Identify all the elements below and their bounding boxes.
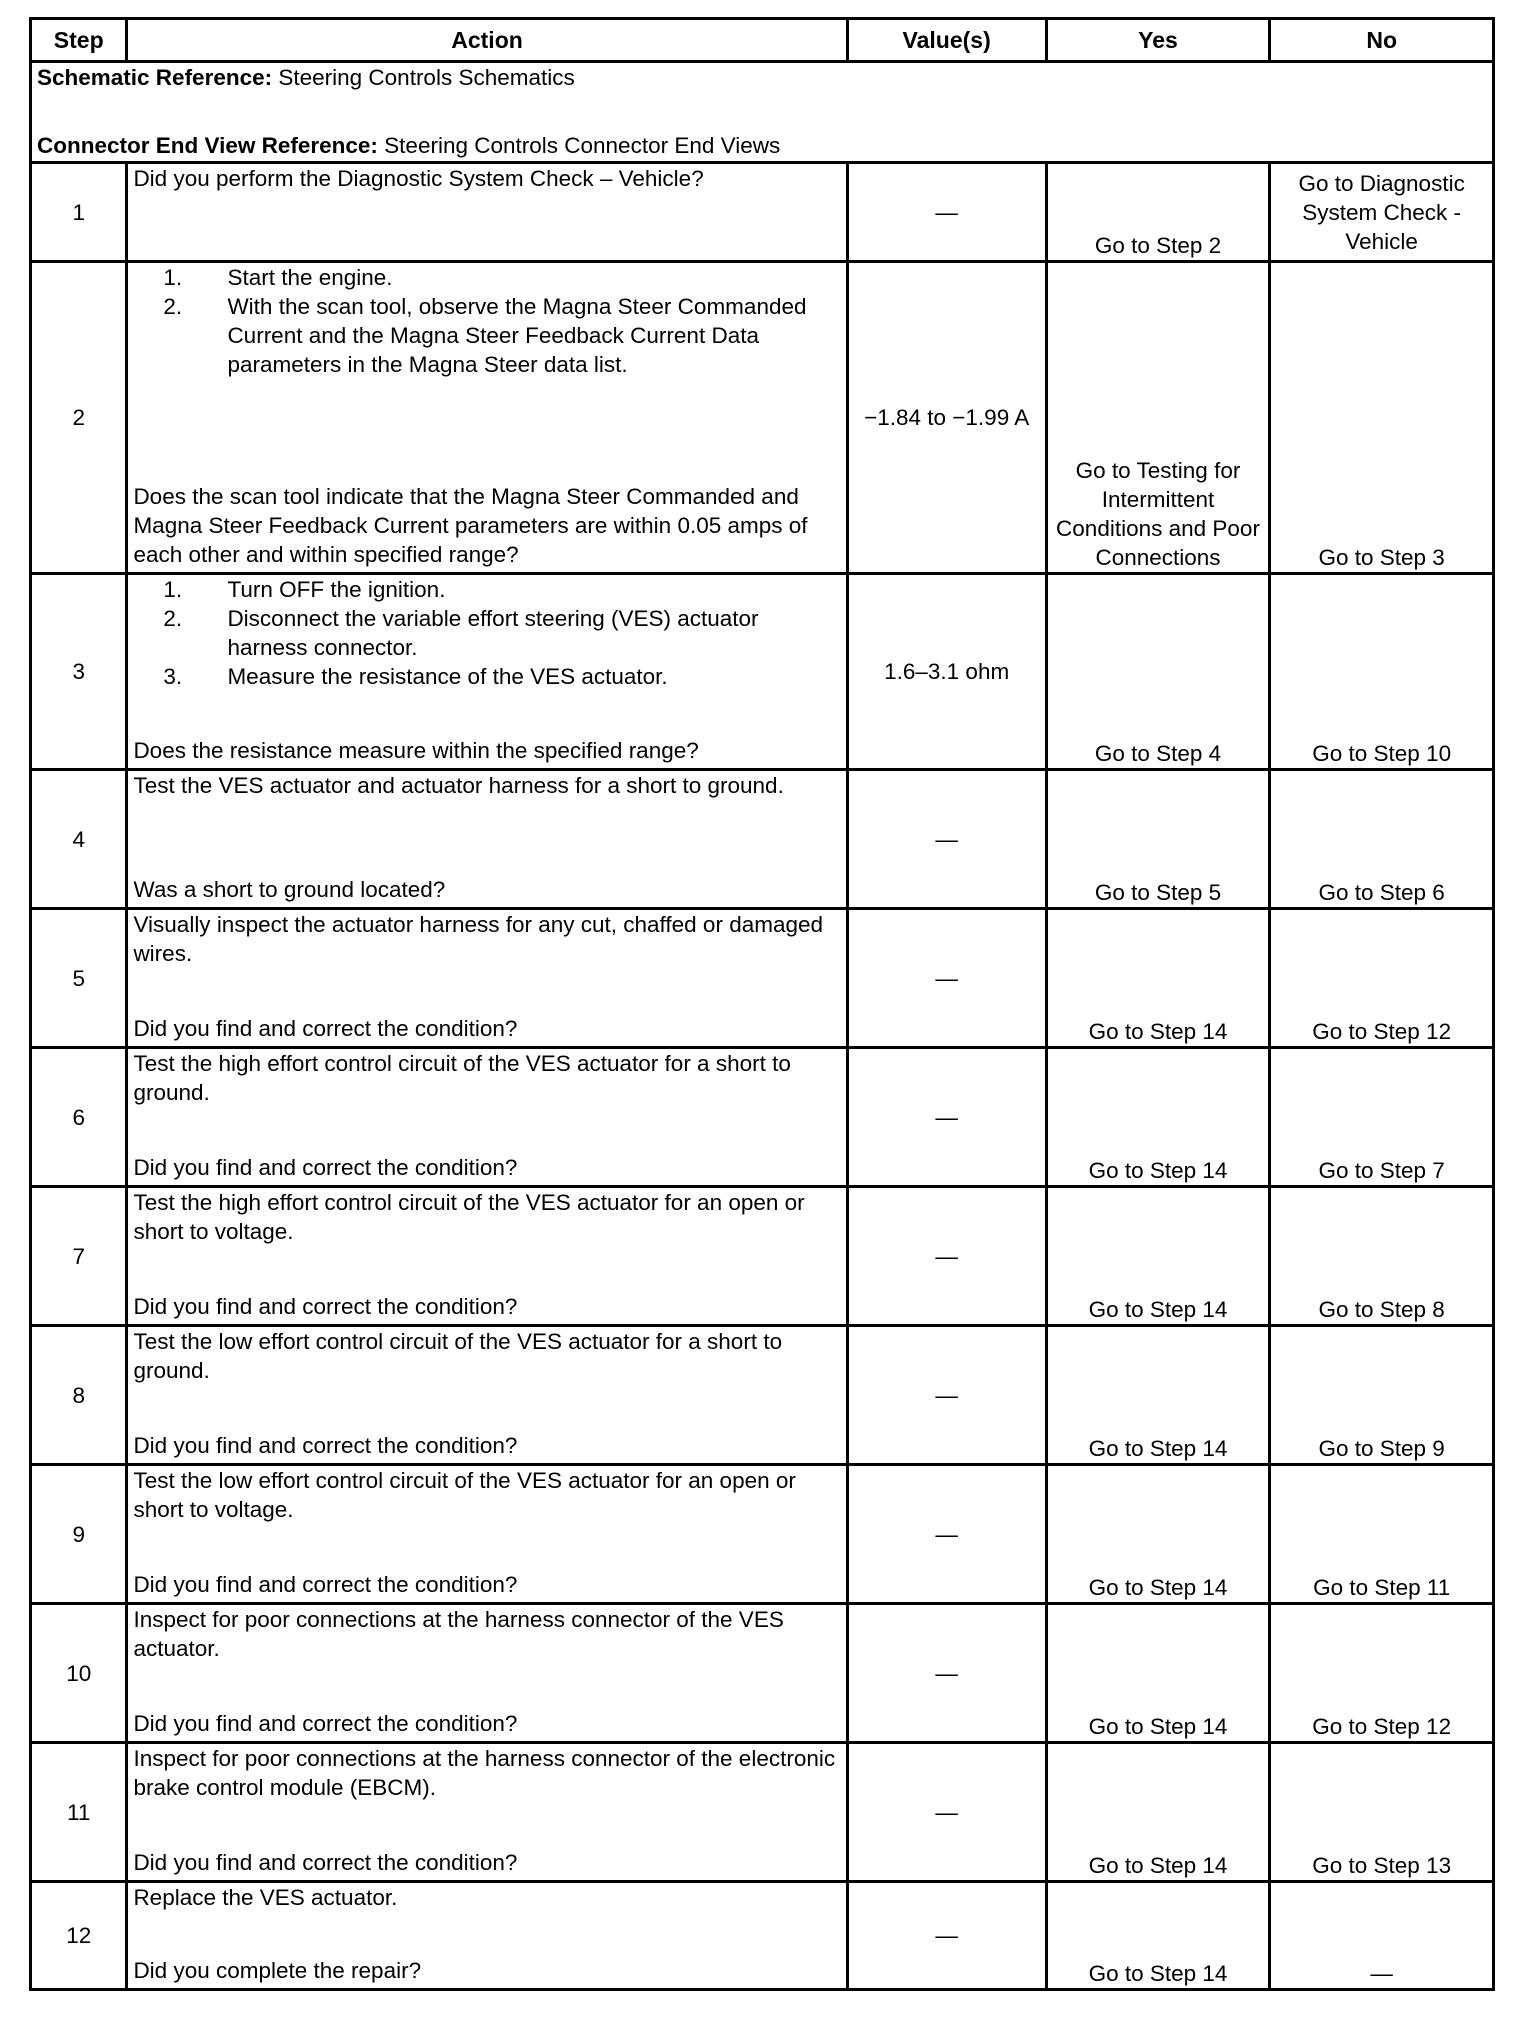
yes-cell: Go to Step 14 bbox=[1046, 1465, 1270, 1604]
table-row bbox=[31, 770, 1494, 909]
action-question: Did you find and correct the condition? bbox=[133, 1711, 518, 1736]
table-row bbox=[31, 1882, 1494, 1990]
yes-cell: Go to Step 14 bbox=[1046, 1326, 1270, 1465]
value-cell: — bbox=[847, 1326, 1046, 1465]
table-row bbox=[31, 1743, 1494, 1882]
action-instruction: Test the VES actuator and actuator harness for a short to ground. bbox=[133, 773, 784, 798]
substep-list bbox=[133, 263, 840, 379]
step-number: 11 bbox=[31, 1743, 127, 1882]
action-instruction: Test the low effort control circuit of the VES actuator for an open or short to voltage. bbox=[133, 1468, 796, 1522]
table-row bbox=[31, 1187, 1494, 1326]
step-number: 5 bbox=[31, 909, 127, 1048]
value-cell: — bbox=[847, 770, 1046, 909]
action-cell bbox=[127, 770, 847, 909]
value-cell: — bbox=[847, 1882, 1046, 1990]
action-question: Does the resistance measure within the specified range? bbox=[133, 738, 699, 763]
table-row bbox=[31, 163, 1494, 262]
value-cell: — bbox=[847, 1048, 1046, 1187]
header-no: No bbox=[1270, 19, 1494, 62]
header-action: Action bbox=[127, 19, 847, 62]
substep: 1. Turn OFF the ignition. bbox=[188, 575, 840, 604]
substep: 1. Start the engine. bbox=[188, 263, 840, 292]
action-cell bbox=[127, 574, 847, 770]
action-question: Did you find and correct the condition? bbox=[133, 1016, 518, 1041]
no-cell: Go to Step 11 bbox=[1270, 1465, 1494, 1604]
action-cell bbox=[127, 1326, 847, 1465]
value-cell: — bbox=[847, 1604, 1046, 1743]
table-row bbox=[31, 574, 1494, 770]
value-cell: −1.84 to −1.99 A bbox=[847, 262, 1046, 574]
action-instruction: Test the low effort control circuit of the VES actuator for a short to ground. bbox=[133, 1329, 783, 1383]
substep: 2. With the scan tool, observe the Magna Steer Commanded Current and the Magna Steer Feedback Current Data parameters in the Magna Steer data list. bbox=[188, 292, 840, 379]
table-row bbox=[31, 262, 1494, 574]
action-cell bbox=[127, 1465, 847, 1604]
header-values: Value(s) bbox=[847, 19, 1046, 62]
step-number: 9 bbox=[31, 1465, 127, 1604]
action-question: Does the scan tool indicate that the Magna Steer Commanded and Magna Steer Feedback Current parameters are within 0.05 amps of each other and within specified range? bbox=[133, 484, 808, 567]
no-cell: Go to Step 12 bbox=[1270, 909, 1494, 1048]
action-instruction: Test the high effort control circuit of the VES actuator for an open or short to voltage. bbox=[133, 1190, 805, 1244]
no-cell: Go to Step 12 bbox=[1270, 1604, 1494, 1743]
no-cell: Go to Diagnostic System Check - Vehicle bbox=[1270, 163, 1494, 262]
yes-cell: Go to Step 14 bbox=[1046, 909, 1270, 1048]
reference-cell bbox=[31, 62, 1494, 163]
yes-cell: Go to Step 14 bbox=[1046, 1187, 1270, 1326]
value-cell: — bbox=[847, 909, 1046, 1048]
schematic-reference-label: Schematic Reference: bbox=[37, 65, 273, 90]
connector-reference-label: Connector End View Reference: bbox=[37, 133, 378, 158]
step-number: 6 bbox=[31, 1048, 127, 1187]
no-cell: Go to Step 7 bbox=[1270, 1048, 1494, 1187]
no-cell: Go to Step 3 bbox=[1270, 262, 1494, 574]
action-instruction: Inspect for poor connections at the harness connector of the electronic brake control module (EBCM). bbox=[133, 1746, 836, 1800]
header-step: Step bbox=[31, 19, 127, 62]
connector-reference bbox=[37, 131, 1487, 160]
value-cell: — bbox=[847, 1465, 1046, 1604]
step-number: 12 bbox=[31, 1882, 127, 1990]
yes-cell: Go to Step 4 bbox=[1046, 574, 1270, 770]
yes-cell: Go to Step 14 bbox=[1046, 1882, 1270, 1990]
step-number: 4 bbox=[31, 770, 127, 909]
diagnostic-table bbox=[29, 17, 1495, 1991]
connector-reference-value: Steering Controls Connector End Views bbox=[377, 133, 781, 158]
action-instruction: Replace the VES actuator. bbox=[133, 1885, 398, 1910]
table-row bbox=[31, 1465, 1494, 1604]
table-row bbox=[31, 1604, 1494, 1743]
table-row bbox=[31, 1048, 1494, 1187]
action-cell bbox=[127, 262, 847, 574]
no-cell: Go to Step 8 bbox=[1270, 1187, 1494, 1326]
action-question: Was a short to ground located? bbox=[133, 877, 446, 902]
no-cell: — bbox=[1270, 1882, 1494, 1990]
value-cell: 1.6–3.1 ohm bbox=[847, 574, 1046, 770]
yes-cell: Go to Step 14 bbox=[1046, 1743, 1270, 1882]
step-number: 2 bbox=[31, 262, 127, 574]
action-question: Did you find and correct the condition? bbox=[133, 1850, 518, 1875]
step-number: 10 bbox=[31, 1604, 127, 1743]
header-yes: Yes bbox=[1046, 19, 1270, 62]
action-cell bbox=[127, 1743, 847, 1882]
yes-cell: Go to Step 14 bbox=[1046, 1604, 1270, 1743]
action-instruction: Did you perform the Diagnostic System Check – Vehicle? bbox=[133, 166, 704, 191]
value-cell: — bbox=[847, 1187, 1046, 1326]
header-row bbox=[31, 19, 1494, 62]
step-number: 7 bbox=[31, 1187, 127, 1326]
reference-row bbox=[31, 62, 1494, 163]
step-number: 1 bbox=[31, 163, 127, 262]
schematic-reference-value: Steering Controls Schematics bbox=[272, 65, 575, 90]
action-instruction: Visually inspect the actuator harness for any cut, chaffed or damaged wires. bbox=[133, 912, 824, 966]
action-cell bbox=[127, 909, 847, 1048]
no-cell: Go to Step 6 bbox=[1270, 770, 1494, 909]
no-cell: Go to Step 10 bbox=[1270, 574, 1494, 770]
action-question: Did you complete the repair? bbox=[133, 1958, 422, 1983]
schematic-reference bbox=[37, 63, 1487, 92]
step-number: 8 bbox=[31, 1326, 127, 1465]
value-cell: — bbox=[847, 1743, 1046, 1882]
yes-cell: Go to Step 5 bbox=[1046, 770, 1270, 909]
action-question: Did you find and correct the condition? bbox=[133, 1572, 518, 1597]
step-number: 3 bbox=[31, 574, 127, 770]
action-cell bbox=[127, 163, 847, 262]
yes-cell: Go to Step 14 bbox=[1046, 1048, 1270, 1187]
action-cell bbox=[127, 1604, 847, 1743]
action-instruction: Test the high effort control circuit of the VES actuator for a short to ground. bbox=[133, 1051, 791, 1105]
yes-cell: Go to Step 2 bbox=[1046, 163, 1270, 262]
no-cell: Go to Step 9 bbox=[1270, 1326, 1494, 1465]
substep-list bbox=[133, 575, 840, 691]
action-question: Did you find and correct the condition? bbox=[133, 1294, 518, 1319]
table-row bbox=[31, 1326, 1494, 1465]
table-row bbox=[31, 909, 1494, 1048]
action-question: Did you find and correct the condition? bbox=[133, 1155, 518, 1180]
substep: 2. Disconnect the variable effort steering (VES) actuator harness connector. bbox=[188, 604, 840, 662]
action-cell bbox=[127, 1187, 847, 1326]
substep: 3. Measure the resistance of the VES actuator. bbox=[188, 662, 840, 691]
no-cell: Go to Step 13 bbox=[1270, 1743, 1494, 1882]
action-instruction: Inspect for poor connections at the harness connector of the VES actuator. bbox=[133, 1607, 784, 1661]
action-cell bbox=[127, 1882, 847, 1990]
yes-cell: Go to Testing for Intermittent Conditions and Poor Connections bbox=[1046, 262, 1270, 574]
action-cell bbox=[127, 1048, 847, 1187]
action-question: Did you find and correct the condition? bbox=[133, 1433, 518, 1458]
value-cell: — bbox=[847, 163, 1046, 262]
